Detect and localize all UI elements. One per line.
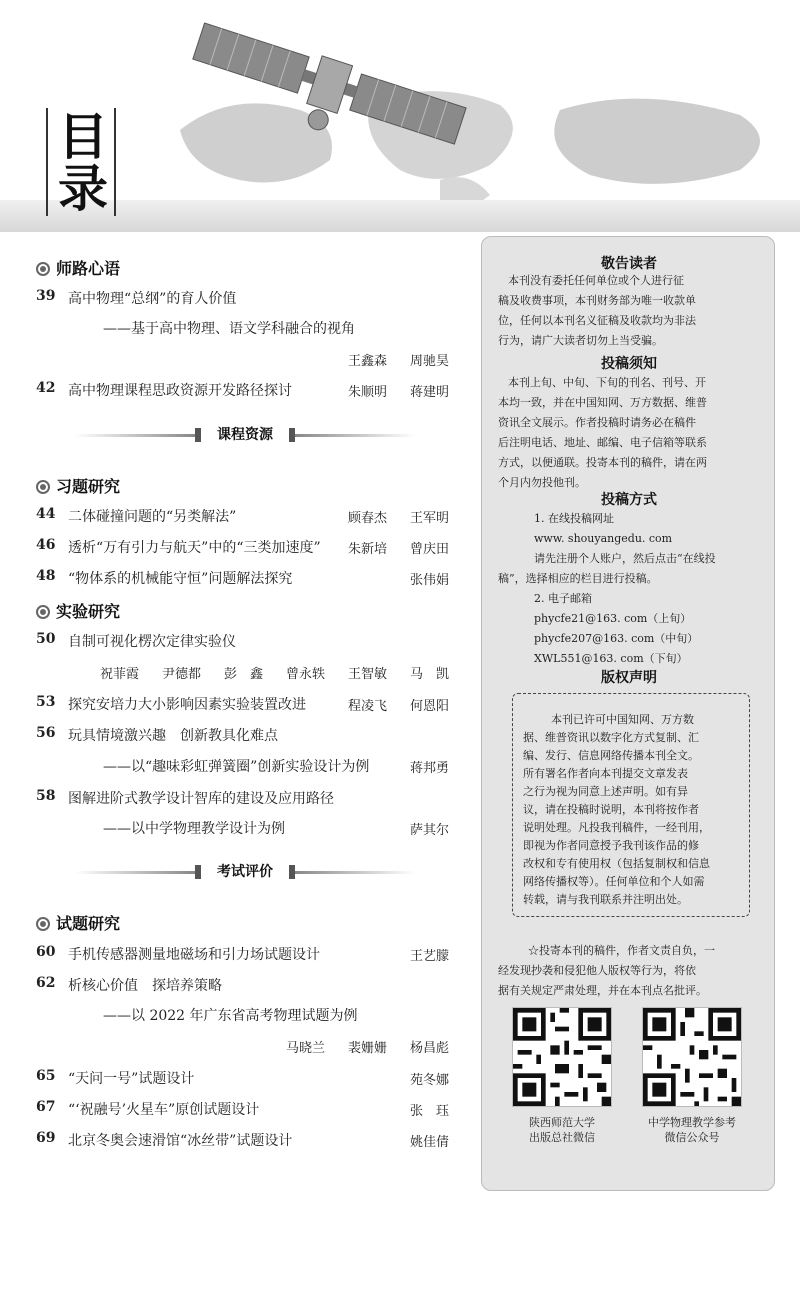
notice-title: 敬告读者 [601, 256, 657, 272]
page-number: 62 [36, 975, 56, 991]
warning-line: ☆投寄本刊的稿件，作者文责自负，一 [528, 944, 715, 957]
method-line: 2. 电子邮箱 [534, 592, 592, 605]
article-title: “物体系的机械能守恒”问题解法探究 [68, 571, 293, 587]
method-line: 1. 在线投稿网址 [534, 512, 614, 525]
copyright-line: 转载，请与我刊联系并注明出处。 [523, 893, 688, 906]
page-number: 42 [36, 380, 56, 396]
author: 萨其尔 [410, 823, 450, 838]
header-band [0, 200, 800, 232]
author: 张伟娟 [410, 573, 450, 588]
author: 王鑫森 [348, 354, 388, 369]
notice-line: 稿及收费事项，本刊财务部为唯一收款单 [498, 294, 696, 307]
copyright-box [512, 693, 750, 917]
article-subtitle: ——基于高中物理、语文学科融合的视角 [103, 321, 355, 337]
guide-line: 后注明电话、地址、邮编、电子信箱等联系 [498, 436, 707, 449]
author: 彭 鑫 [224, 667, 264, 682]
warning-line: 据有关规定严肃处理，并在本刊点名批评。 [498, 984, 707, 997]
copyright-title: 版权声明 [601, 670, 657, 686]
circle-bullet-icon [36, 605, 50, 619]
author: 杨昌彪 [410, 1041, 450, 1056]
article-title: 北京冬奥会速滑馆“冰丝带”试题设计 [68, 1133, 293, 1149]
copyright-line: 据、维普资讯以数字化方式复制、汇 [523, 731, 699, 744]
copyright-line: 议，请在投稿时说明，本刊将按作者 [523, 803, 699, 816]
notice-line: 位，任何以本刊名义征稿及收款均为非法 [498, 314, 696, 327]
article-title: 自制可视化楞次定律实验仪 [68, 634, 236, 650]
author: 祝菲霞 [100, 667, 140, 682]
author: 蒋建明 [410, 385, 450, 400]
article-title: 透析“万有引力与航天”中的“三类加速度” [68, 540, 321, 556]
article-title: 析核心价值 探培养策略 [68, 978, 222, 994]
qr-caption: 中学物理教学参考 微信公众号 [648, 1116, 736, 1144]
author: 曾庆田 [410, 542, 450, 557]
page-number: 56 [36, 725, 56, 741]
page-number: 67 [36, 1099, 56, 1115]
section-heading-xiti: 习题研究 [36, 474, 120, 497]
page-number: 58 [36, 788, 56, 804]
copyright-line: 改权和专有使用权（包括复制权和信息 [523, 857, 710, 870]
author: 姚佳倩 [410, 1135, 450, 1150]
page-number: 44 [36, 506, 56, 522]
author: 裴姗姗 [348, 1041, 388, 1056]
author: 苑冬娜 [410, 1073, 450, 1088]
author: 王军明 [410, 511, 450, 526]
author: 周驰昊 [410, 354, 450, 369]
section-heading-shilu: 师路心语 [36, 256, 120, 279]
author: 张 珏 [410, 1104, 450, 1119]
section-heading-shiyan: 实验研究 [36, 599, 120, 622]
article-title: “天问一号”试题设计 [68, 1071, 195, 1087]
column-banner-kecheng: 课程资源 [75, 425, 415, 445]
article-title: “‘祝融号’火星车”原创试题设计 [68, 1102, 260, 1118]
article-title: 图解进阶式教学设计智库的建设及应用路径 [68, 791, 334, 807]
title-rule-left [46, 108, 48, 216]
page-number: 53 [36, 694, 56, 710]
email-link[interactable]: XWL551@163. com（下旬） [534, 652, 688, 665]
qr-code-icon[interactable] [642, 1007, 742, 1107]
article-title: 高中物理“总纲”的育人价值 [68, 291, 237, 307]
author: 尹德都 [162, 667, 202, 682]
page-number: 50 [36, 631, 56, 647]
satellite-icon [180, 20, 480, 160]
article-title: 玩具情境激兴趣 创新教具化难点 [68, 728, 278, 744]
notice-line: 行为，请广大读者切勿上当受骗。 [498, 334, 663, 347]
article-title: 探究安培力大小影响因素实验装置改进 [68, 697, 306, 713]
column-banner-kaoshi: 考试评价 [75, 862, 415, 882]
notice-line: 本刊没有委托任何单位或个人进行征 [508, 274, 684, 287]
page-number: 46 [36, 537, 56, 553]
author: 程凌飞 [348, 699, 388, 714]
section-heading-shiti: 试题研究 [36, 911, 120, 934]
copyright-line: 即视为作者同意授予我刊该作品的修 [523, 839, 699, 852]
author: 朱顺明 [348, 385, 388, 400]
email-link[interactable]: phycfe207@163. com（中旬） [534, 632, 699, 645]
method-line: 稿”，选择相应的栏目进行投稿。 [498, 572, 658, 585]
notice-panel [481, 236, 775, 1191]
copyright-line: 网络传播权等）。任何单位和个人如需 [523, 875, 705, 888]
author: 何恩阳 [410, 699, 450, 714]
article-subtitle: ——以 2022 年广东省高考物理试题为例 [103, 1008, 358, 1024]
method-line: 请先注册个人账户，然后点击“在线投 [534, 552, 716, 565]
author: 朱新培 [348, 542, 388, 557]
page-number: 48 [36, 568, 56, 584]
page-number: 65 [36, 1068, 56, 1084]
article-subtitle: ——以中学物理教学设计为例 [103, 821, 285, 837]
method-title: 投稿方式 [601, 492, 657, 508]
guide-line: 个月内勿投他刊。 [498, 476, 586, 489]
article-title: 手机传感器测量地磁场和引力场试题设计 [68, 947, 320, 963]
page-header [0, 0, 800, 232]
circle-bullet-icon [36, 262, 50, 276]
author: 王智敏 [348, 667, 388, 682]
author: 王艺朦 [410, 949, 450, 964]
page-number: 39 [36, 288, 56, 304]
email-link[interactable]: phycfe21@163. com（上旬） [534, 612, 692, 625]
copyright-line: 说明处理。凡投我刊稿件，一经刊用， [523, 821, 710, 834]
circle-bullet-icon [36, 917, 50, 931]
article-title: 二体碰撞问题的“另类解法” [68, 509, 237, 525]
article-subtitle: ——以“趣味彩虹弹簧圈”创新实验设计为例 [103, 759, 370, 775]
author: 顾春杰 [348, 511, 388, 526]
warning-line: 经发现抄袭和侵犯他人版权等行为，将依 [498, 964, 696, 977]
page-number: 60 [36, 944, 56, 960]
qr-caption: 陕西师范大学 出版总社微信 [529, 1116, 595, 1144]
guide-line: 本均一致，并在中国知网、万方数据、维普 [498, 396, 707, 409]
page-title-char-2: 录 [58, 160, 108, 218]
guide-title: 投稿须知 [601, 356, 657, 372]
guide-line: 资讯全文展示。作者投稿时请务必在稿件 [498, 416, 696, 429]
submission-url[interactable]: www. shouyangedu. com [534, 532, 673, 545]
guide-line: 方式，以便通联。投寄本刊的稿件，请在两 [498, 456, 707, 469]
copyright-line: 所有署名作者向本刊提交文章发表 [523, 767, 688, 780]
copyright-line: 之行为视为同意上述声明。如有异 [523, 785, 688, 798]
author: 蒋邦勇 [410, 761, 450, 776]
title-rule-right [114, 108, 116, 216]
qr-code-icon[interactable] [512, 1007, 612, 1107]
page-number: 69 [36, 1130, 56, 1146]
author: 马 凯 [410, 667, 450, 682]
copyright-line: 编、发行、信息网络传播本刊全文。 [523, 749, 699, 762]
guide-line: 本刊上旬、中旬、下旬的刊名、刊号、开 [508, 376, 706, 389]
copyright-line: 本刊已许可中国知网、万方数 [551, 713, 694, 726]
article-title: 高中物理课程思政资源开发路径探讨 [68, 383, 292, 399]
author: 曾永轶 [286, 667, 326, 682]
author: 马晓兰 [286, 1041, 326, 1056]
page-title-char-1: 目 [58, 108, 108, 166]
circle-bullet-icon [36, 480, 50, 494]
